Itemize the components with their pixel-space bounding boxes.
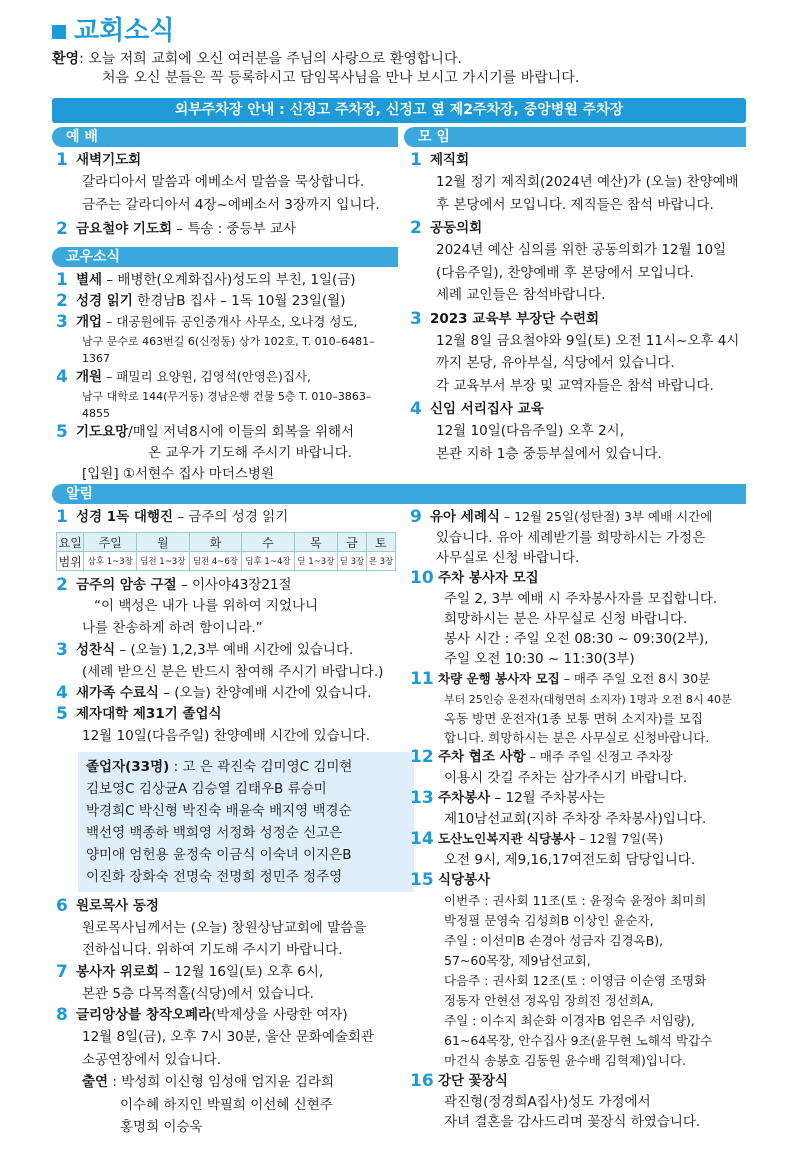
list-item <box>410 788 746 809</box>
item-title: 새벽기도회 <box>76 152 142 168</box>
item-text: (세례 받으신 분은 반드시 참여해 주시기 바랍니다.) <box>82 663 384 680</box>
table-cell: 딤전 4~6장 <box>189 552 242 571</box>
item-number: 1 <box>56 507 68 527</box>
item-text: – 매주 주일 신정고 주차장 <box>525 749 673 764</box>
item-number: 2 <box>56 575 68 595</box>
item-title: 별세 <box>76 272 103 288</box>
item-number: 9 <box>410 507 422 527</box>
square-icon <box>52 25 66 39</box>
table-cell: 수 <box>242 533 295 552</box>
item-text: – (오늘) 1,2,3부 예배 시간에 있습니다. <box>115 641 354 658</box>
list-item <box>56 219 396 240</box>
item-text: 합니다. 희망하시는 분은 사무실로 신청바랍니다. <box>444 730 710 745</box>
parking-banner: 외부주차장 안내 : 신정고 주차장, 신정고 옆 제2주차장, 중앙병원 주차장 <box>52 98 746 123</box>
item-text: – 특송 : 중등부 교사 <box>172 221 297 237</box>
item-text: 주일 : 이수지 최순화 이경자B 엄은주 서임량), <box>444 1013 695 1028</box>
list-item <box>56 150 396 171</box>
item-number: 4 <box>410 399 422 419</box>
graduates-box <box>78 752 414 892</box>
item-title: 원로목사 동정 <box>76 897 159 914</box>
item-title: 강단 꽃장식 <box>438 1073 508 1089</box>
inpatient-label: [입원] <box>82 466 119 482</box>
item-text: 희망하시는 분은 사무실로 신청 바랍니다. <box>444 611 688 627</box>
gatherings-header: 모 임 <box>404 127 746 147</box>
list-item <box>410 150 746 171</box>
item-text: 박정필 문영숙 김성희B 이상인 윤순자, <box>444 913 654 928</box>
table-cell: 몬 3장 <box>366 552 395 571</box>
item-text: 소공연장에서 있습니다. <box>82 1051 221 1068</box>
graduates-line: 양미애 엄헌용 윤정숙 이금식 이숙녀 이지은B <box>86 846 352 863</box>
item-text: 이용시 갓길 주차는 삼가주시기 바랍니다. <box>444 770 688 786</box>
item-text: (박제상을 사랑한 여자) <box>211 1007 348 1023</box>
list-item <box>410 829 746 850</box>
item-title: 차량 운행 봉사자 모집 <box>438 671 560 686</box>
item-title: 제직회 <box>430 152 470 168</box>
item-number: 3 <box>56 639 68 660</box>
list-item <box>56 291 396 312</box>
item-title: 기도요망 <box>76 424 129 440</box>
item-text: 57~60목장, 제9남선교회, <box>444 953 591 968</box>
item-text: 본관 5층 다목적홀(식당)에서 있습니다. <box>82 985 314 1002</box>
item-text: 12월 8일 금요철야와 9일(토) 오전 11시~오후 4시 <box>436 332 740 349</box>
item-number: 13 <box>410 788 434 808</box>
item-text: – (오늘) 찬양예배 시간에 있습니다. <box>158 685 372 701</box>
item-title: 금주의 암송 구절 <box>76 577 177 593</box>
item-number: 4 <box>56 683 68 703</box>
list-item <box>410 568 746 589</box>
item-number: 2 <box>410 218 422 238</box>
item-text: 제10남선교회(지하 주차장 주차봉사)입니다. <box>444 811 707 827</box>
item-text: 본관 지하 1층 중등부실에서 있습니다. <box>436 445 662 462</box>
item-title: 공동의회 <box>430 220 483 236</box>
item-text: 사무실로 신청 바랍니다. <box>436 550 580 566</box>
cast-line: 이수혜 하지인 박필희 이선혜 신현주 <box>120 1096 333 1113</box>
item-title: 글리앙상블 창작오페라 <box>76 1007 212 1023</box>
item-text: 자녀 결혼을 감사드리며 꽃장식 하였습니다. <box>444 1114 701 1130</box>
item-text: 오전 9시, 제9,16,17여전도회 담당입니다. <box>444 852 696 868</box>
item-address: 남구 대학로 144(무거동) 경남은행 건물 5층 T. 010–3863–4855 <box>82 390 372 420</box>
item-text: 2024년 예산 심의를 위한 공동의회가 12월 10일 <box>436 242 727 258</box>
item-title: 성경 읽기 <box>76 293 133 309</box>
item-text: 12월 10일(다음주일) 오후 2시, <box>436 423 625 439</box>
item-number: 11 <box>410 669 434 689</box>
list-item <box>56 367 396 388</box>
item-text: 온 교우가 기도해 주시기 바랍니다. <box>148 445 353 461</box>
table-cell: 범위 <box>57 552 84 571</box>
list-item <box>410 1071 746 1092</box>
members-section <box>56 270 396 506</box>
graduates-line: 이진화 장화숙 전명숙 전명희 정민주 정주영 <box>86 868 343 885</box>
graduates-line: 백선영 백종하 백희영 서정화 성정순 신고은 <box>86 824 343 841</box>
item-text: 있습니다. 유아 세례받기를 희망하시는 가정은 <box>436 530 706 546</box>
table-cell: 삼후 1~3장 <box>84 552 137 571</box>
list-item <box>410 309 746 330</box>
item-number: 7 <box>56 961 68 982</box>
table-cell: 화 <box>189 533 242 552</box>
item-title: 개업 <box>76 314 103 330</box>
gatherings-section <box>410 150 746 465</box>
item-number: 16 <box>410 1071 434 1091</box>
item-number: 1 <box>56 150 68 170</box>
item-number: 5 <box>56 422 68 442</box>
item-text: – 패밀리 요양원, 김영석(안영은)집사, <box>102 369 311 384</box>
welcome-label: 환영 <box>52 51 80 67</box>
list-item <box>56 896 400 917</box>
notices-right <box>410 507 746 1132</box>
graduates-line: 박경희C 박신형 박진숙 배윤숙 배지영 백경순 <box>86 802 352 819</box>
list-item <box>56 507 400 528</box>
item-text: 12월 8일(금), 오후 7시 30분, 울산 문화예술회관 <box>82 1029 375 1045</box>
item-title: 금요철야 기도회 <box>76 221 172 237</box>
item-number: 2 <box>56 219 68 239</box>
inpatient-1: ①서현수 집사 마더스병원 <box>122 466 275 482</box>
list-item <box>410 507 746 528</box>
item-number: 5 <box>56 704 68 724</box>
notices-header: 알림 <box>52 484 746 504</box>
item-number: 1 <box>410 150 422 170</box>
item-text: 갈라디아서 말씀과 에베소서 말씀을 묵상합니다. <box>82 174 365 190</box>
worship-header: 예 배 <box>52 127 398 147</box>
item-title: 신임 서리집사 교육 <box>430 401 544 417</box>
verse-line: 나를 찬송하게 하려 함이니라.” <box>82 620 263 636</box>
graduates-line: 김보영C 김상균A 김승열 김태우B 류승미 <box>86 780 327 797</box>
item-title: 봉사자 위로회 <box>76 963 159 980</box>
item-title: 주차 봉사자 모집 <box>438 570 539 586</box>
item-text: /매일 저녁8시에 이들의 회복을 위해서 <box>128 424 355 440</box>
cast-label: 출연 <box>82 1074 109 1090</box>
item-text: 전하십니다. 위하여 기도해 주시기 바랍니다. <box>82 942 343 958</box>
item-title: 유아 세례식 <box>430 509 500 525</box>
table-cell: 토 <box>366 533 395 552</box>
item-number: 3 <box>410 308 422 329</box>
list-item <box>410 218 746 239</box>
graduates-line: : 고 은 곽진숙 김미영C 김미현 <box>169 758 353 775</box>
item-title: 주차봉사 <box>438 790 491 806</box>
item-number: 12 <box>410 747 434 767</box>
table-cell: 딤전 1~3장 <box>137 552 190 571</box>
item-title: 도산노인복지관 식당봉사 <box>438 831 576 846</box>
notices-left <box>56 507 400 1139</box>
welcome-line2: 처음 오신 분들은 꼭 등록하시고 담임목사님을 만나 보시고 가시기를 바랍니다. <box>102 70 580 86</box>
page-title <box>52 10 174 47</box>
item-title: 주차 협조 사항 <box>438 749 526 765</box>
item-title: 제자대학 제31기 졸업식 <box>76 706 222 722</box>
item-text: 세례 교인들은 참석바랍니다. <box>436 287 606 303</box>
item-text: 각 교육부서 부장 및 교역자들은 참석 바랍니다. <box>436 377 714 394</box>
item-text: – 대공원에듀 공인중개사 사무소, 오나경 성도, <box>102 314 358 329</box>
welcome-block <box>52 50 579 88</box>
item-text: 부터 25인승 운전자(대형면허 소지자) 1명과 오전 8시 40분 <box>444 693 732 706</box>
item-text: 금주는 갈라디아서 4장~에베소서 3장까지 입니다. <box>82 196 380 213</box>
list-item <box>56 575 400 596</box>
item-title: 개원 <box>76 369 103 385</box>
table-cell: 목 <box>294 533 337 552</box>
list-item <box>56 1005 400 1026</box>
item-text: – 배병한(오계화집사)성도의 부친, 1일(금) <box>102 272 356 288</box>
item-title: 새가족 수료식 <box>76 685 159 701</box>
item-text: 다음주 : 권사회 12조(토 : 이영금 이순영 조명화 <box>444 973 707 988</box>
item-text: 주일 오전 10:30 ~ 11:30(3부) <box>444 651 635 667</box>
item-text: – 매주 주일 오전 8시 30분 <box>559 671 711 686</box>
verse-line: “이 백성은 내가 나를 위하여 지었나니 <box>94 598 319 614</box>
item-number: 6 <box>56 895 68 916</box>
item-address: 남구 문수로 463번길 6(신정동) 상가 102호, T. 010–6481–1367 <box>82 335 375 365</box>
item-text: 후 본당에서 모입니다. 제직들은 참석 바랍니다. <box>436 196 714 213</box>
title-text: 교회소식 <box>74 16 175 46</box>
list-item <box>56 962 400 983</box>
table-cell: 요일 <box>57 533 84 552</box>
list-item <box>410 870 746 891</box>
graduates-label: 졸업자(33명) <box>86 758 170 775</box>
item-text: 원로목사님께서는 (오늘) 창원상남교회에 말씀을 <box>82 919 367 936</box>
table-cell: 금 <box>337 533 366 552</box>
worship-section <box>56 150 396 240</box>
item-title: 2023 교육부 부장단 수련회 <box>430 310 600 327</box>
item-text: 주일 : 이선미B 손경아 성금자 김경옥B), <box>444 933 664 948</box>
members-header: 교우소식 <box>52 247 398 267</box>
item-number: 1 <box>56 270 68 290</box>
cast-line: : 박성희 이신형 임성애 엄지윤 김라희 <box>112 1074 335 1090</box>
list-item <box>56 422 396 443</box>
table-cell: 주일 <box>84 533 137 552</box>
item-text: 까지 본당, 유아부실, 식당에서 있습니다. <box>436 355 675 371</box>
item-text: – 12월 주차봉사는 <box>490 790 606 806</box>
list-item <box>56 683 400 704</box>
list-item <box>56 704 400 725</box>
item-text: – 이사야43장21절 <box>176 577 292 593</box>
item-text: – 12월 7일(목) <box>575 831 664 846</box>
welcome-line1: : 오늘 저희 교회에 오신 여러분을 주님의 사랑으로 환영합니다. <box>79 51 462 67</box>
item-text: – 12월 25일(성탄절) 3부 예배 시간에 <box>499 509 713 524</box>
item-text: 한경남B 집사 – 1독 10월 23일(월) <box>132 293 346 309</box>
item-title: 식당봉사 <box>438 872 491 888</box>
item-text: – 금주의 성경 읽기 <box>173 509 289 525</box>
item-text: 61~64목장, 안수집사 9조(윤무현 노해석 박갑수 <box>444 1033 713 1048</box>
item-number: 8 <box>56 1005 68 1025</box>
table-cell: 월 <box>137 533 190 552</box>
item-text: 이번주 : 권사회 11조(토 : 윤정숙 윤정아 최미희 <box>444 893 707 908</box>
item-number: 3 <box>56 312 68 332</box>
item-text: 12월 정기 제직회(2024년 예산)가 (오늘) 찬양예배 <box>436 174 739 190</box>
table-cell: 딛 3장 <box>337 552 366 571</box>
item-number: 2 <box>56 291 68 311</box>
item-text: 12월 10일(다음주일) 찬양예배 시간에 있습니다. <box>82 728 371 744</box>
item-number: 4 <box>56 367 68 387</box>
list-item <box>56 270 396 291</box>
item-number: 15 <box>410 870 434 890</box>
list-item <box>410 747 746 768</box>
item-title: 성경 1독 대행진 <box>76 509 174 525</box>
list-item <box>56 640 400 661</box>
item-text: 마건식 송봉호 김동원 윤수배 김혁제)입니다. <box>444 1053 687 1068</box>
table-cell: 딛 1~3장 <box>294 552 337 571</box>
item-number: 14 <box>410 829 434 849</box>
list-item <box>56 312 396 333</box>
item-title: 성찬식 <box>76 641 116 658</box>
item-number: 10 <box>410 568 434 588</box>
item-text: 옥동 방면 운전자(1종 보통 면허 소지자)를 모집 <box>444 711 703 726</box>
item-text: (다음주일), 찬양예배 후 본당에서 모입니다. <box>436 264 694 281</box>
table-cell: 딤후 1~4장 <box>242 552 295 571</box>
cast-line: 홍명희 이승욱 <box>120 1119 203 1135</box>
item-text: 곽진형(정경희A집사)성도 가정에서 <box>444 1094 651 1110</box>
list-item <box>410 669 746 690</box>
item-text: 주일 2, 3부 예배 시 주차봉사자를 모집합니다. <box>444 591 718 607</box>
item-text: 봉사 시간 : 주일 오전 08:30 ~ 09:30(2부), <box>444 631 709 647</box>
reading-table <box>56 532 396 571</box>
item-text: 정동자 안현선 정옥임 장희진 정선희A, <box>444 993 654 1008</box>
item-text: – 12월 16일(토) 오후 6시, <box>158 963 324 980</box>
list-item <box>410 399 746 420</box>
